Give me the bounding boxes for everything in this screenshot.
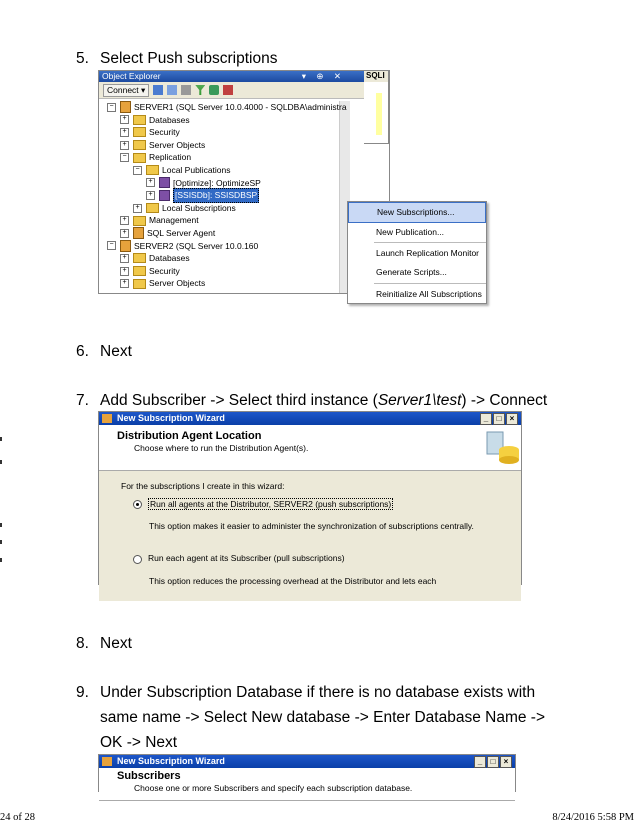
tree-node-label[interactable]: Databases xyxy=(149,114,190,125)
step-number: 9. xyxy=(76,684,89,701)
tree-node[interactable] xyxy=(101,151,351,164)
tree-node-label[interactable]: [Optimize]: OptimizeSP xyxy=(173,177,261,188)
folder-icon xyxy=(133,279,146,289)
stop-icon[interactable] xyxy=(181,85,191,95)
collapse-icon[interactable]: − xyxy=(120,153,129,162)
tree-node[interactable] xyxy=(101,227,351,240)
folder-icon xyxy=(133,253,146,263)
tree-node-label[interactable]: Databases xyxy=(149,253,190,264)
wizard-heading: Subscribers xyxy=(117,770,181,782)
step-5 xyxy=(76,46,550,71)
tree-node-label[interactable]: SERVER1 (SQL Server 10.0.4000 - SQLDBA\administra xyxy=(134,102,347,112)
step-text: Select Push subscriptions xyxy=(100,50,278,67)
tree-node[interactable] xyxy=(101,277,351,290)
tree-node[interactable] xyxy=(101,139,351,152)
maximize-icon[interactable]: □ xyxy=(493,413,505,425)
close-icon[interactable]: × xyxy=(500,756,512,768)
folder-icon xyxy=(133,266,146,276)
wizard-title: New Subscription Wizard xyxy=(117,413,225,423)
context-menu-item[interactable]: New Publication... xyxy=(376,226,445,237)
edge-mark xyxy=(0,437,2,441)
collapse-icon[interactable]: − xyxy=(133,166,142,175)
edge-mark xyxy=(0,558,2,562)
tree-node-label[interactable]: Local Subscriptions xyxy=(162,202,236,213)
page-number: 24 of 28 xyxy=(0,812,35,823)
step-text-instance: Server1\test xyxy=(377,392,462,409)
tree-node[interactable] xyxy=(101,240,351,253)
query-pane-edge xyxy=(364,70,389,144)
object-explorer-tree xyxy=(101,101,351,290)
pull-option-label[interactable]: Run each agent at its Subscriber (pull subscriptions) xyxy=(148,553,345,564)
expand-icon[interactable]: + xyxy=(120,229,129,238)
pull-radio[interactable] xyxy=(133,555,142,564)
wizard-titlebar xyxy=(99,412,521,425)
pull-option[interactable] xyxy=(133,553,521,563)
expand-icon[interactable]: + xyxy=(120,115,129,124)
title-controls[interactable]: ▾ ⊕ ✕ xyxy=(301,71,345,81)
wizard-header xyxy=(99,768,515,801)
tree-node[interactable] xyxy=(101,189,351,202)
folder-icon xyxy=(133,127,146,137)
object-explorer-titlebar xyxy=(99,71,389,82)
step-7 xyxy=(76,388,580,413)
context-menu-item[interactable]: Reinitialize All Subscriptions xyxy=(376,288,482,299)
print-timestamp: 8/24/2016 5:58 PM xyxy=(552,812,634,823)
tree-node[interactable] xyxy=(101,202,351,215)
wizard-heading: Distribution Agent Location xyxy=(117,430,262,442)
collapse-icon[interactable]: − xyxy=(107,103,116,112)
tree-node[interactable] xyxy=(101,164,351,177)
object-explorer-screenshot xyxy=(98,70,482,299)
folder-icon xyxy=(146,203,159,213)
collapse-icon[interactable]: − xyxy=(107,241,116,250)
subscribers-wizard xyxy=(98,754,516,792)
expand-icon[interactable]: + xyxy=(120,279,129,288)
step-9 xyxy=(76,680,560,755)
step-text xyxy=(100,388,580,413)
query-margin xyxy=(376,93,382,135)
context-menu-item[interactable]: Launch Replication Monitor xyxy=(376,248,480,259)
folder-icon xyxy=(133,140,146,150)
wizard-body xyxy=(99,471,521,601)
tree-node-label[interactable]: Server Objects xyxy=(149,139,206,150)
close-icon[interactable]: × xyxy=(506,413,518,425)
tree-node-label[interactable]: Local Publications xyxy=(162,164,231,175)
step-8 xyxy=(76,631,550,656)
context-menu-item[interactable]: Generate Scripts... xyxy=(376,267,447,278)
step-number: 8. xyxy=(76,635,89,652)
object-explorer-title: Object Explorer xyxy=(102,71,161,81)
wizard-subheading: Choose one or more Subscribers and specify each subscription database. xyxy=(134,783,413,793)
push-option-description: This option makes it easier to administer the synchronization of subscriptions centrally. xyxy=(149,521,474,532)
step-text: Next xyxy=(100,343,132,360)
edge-mark xyxy=(0,523,2,527)
connect-icon[interactable] xyxy=(153,85,163,95)
tree-node-label[interactable]: Security xyxy=(149,265,180,276)
step-text: Next xyxy=(100,635,132,652)
wizard-prompt: For the subscriptions I create in this wizard: xyxy=(121,481,285,491)
edge-mark xyxy=(0,540,2,544)
tree-node[interactable] xyxy=(101,126,351,139)
filter-icon[interactable] xyxy=(195,85,205,95)
publication-icon xyxy=(159,190,170,201)
expand-icon[interactable]: + xyxy=(120,216,129,225)
query-tab[interactable]: SQLI xyxy=(364,71,388,82)
expand-icon[interactable]: + xyxy=(146,191,155,200)
server-icon xyxy=(120,240,131,252)
folder-icon xyxy=(133,115,146,125)
server-icon xyxy=(133,227,144,239)
server-icon xyxy=(120,101,131,113)
refresh-icon[interactable] xyxy=(209,85,219,95)
push-radio[interactable] xyxy=(133,500,142,509)
step-text-pre: Add Subscriber -> Select third instance ( xyxy=(100,392,378,409)
step-text-post: ) -> Connect xyxy=(461,392,548,409)
connect-button[interactable]: Connect ▾ xyxy=(103,84,149,97)
object-explorer-toolbar xyxy=(99,82,389,99)
push-option-label[interactable]: Run all agents at the Distributor, SERVER2 (push subscriptions) xyxy=(150,499,392,509)
menu-separator xyxy=(374,242,486,243)
step-number: 5. xyxy=(76,50,89,67)
tree-node-label[interactable]: SQL Server Agent xyxy=(147,227,216,238)
tree-node-label[interactable]: SERVER2 (SQL Server 10.0.160 xyxy=(134,240,259,251)
expand-icon[interactable]: + xyxy=(120,141,129,150)
context-menu-item[interactable]: New Subscriptions... xyxy=(348,202,486,223)
tree-node-label[interactable]: [SSISDb]: SSISDBSP xyxy=(173,188,259,203)
push-option[interactable] xyxy=(133,499,521,509)
tree-node-label[interactable]: Server Objects xyxy=(149,278,206,289)
tree-node-label[interactable]: Replication xyxy=(149,152,192,163)
database-icon xyxy=(481,428,521,464)
expand-icon[interactable]: + xyxy=(146,178,155,187)
expand-icon[interactable]: + xyxy=(133,204,142,213)
folder-icon xyxy=(133,216,146,226)
pull-option-description: This option reduces the processing overhead at the Distributor and lets each xyxy=(149,575,437,586)
disconnect-icon[interactable] xyxy=(167,85,177,95)
maximize-icon[interactable]: □ xyxy=(487,756,499,768)
tree-node[interactable] xyxy=(101,265,351,278)
tree-node[interactable] xyxy=(101,214,351,227)
wizard-header xyxy=(99,425,521,471)
step-6 xyxy=(76,339,550,364)
expand-icon[interactable]: + xyxy=(120,267,129,276)
minimize-icon[interactable]: _ xyxy=(474,756,486,768)
tree-node[interactable] xyxy=(101,114,351,127)
tree-node[interactable] xyxy=(101,101,351,114)
step-text: Under Subscription Database if there is no database exists with same name -> Select New database -> Enter Database Name -> OK -> Next xyxy=(100,684,545,751)
folder-icon xyxy=(133,153,146,163)
menu-separator xyxy=(374,283,486,284)
wizard-titlebar xyxy=(99,755,515,768)
script-icon[interactable] xyxy=(223,85,233,95)
tree-node-label[interactable]: Management xyxy=(149,215,199,226)
edge-mark xyxy=(0,460,2,464)
tree-node-label[interactable]: Security xyxy=(149,127,180,138)
wizard-app-icon xyxy=(102,414,112,423)
step-number: 7. xyxy=(76,392,89,409)
tree-node[interactable] xyxy=(101,252,351,265)
context-menu xyxy=(347,201,487,304)
wizard-subheading: Choose where to run the Distribution Agent(s). xyxy=(134,443,309,453)
step-number: 6. xyxy=(76,343,89,360)
publication-icon xyxy=(159,177,170,188)
minimize-icon[interactable]: _ xyxy=(480,413,492,425)
distribution-agent-wizard xyxy=(98,411,522,585)
wizard-app-icon xyxy=(102,757,112,766)
wizard-title: New Subscription Wizard xyxy=(117,756,225,766)
folder-icon xyxy=(146,165,159,175)
expand-icon[interactable]: + xyxy=(120,254,129,263)
expand-icon[interactable]: + xyxy=(120,128,129,137)
